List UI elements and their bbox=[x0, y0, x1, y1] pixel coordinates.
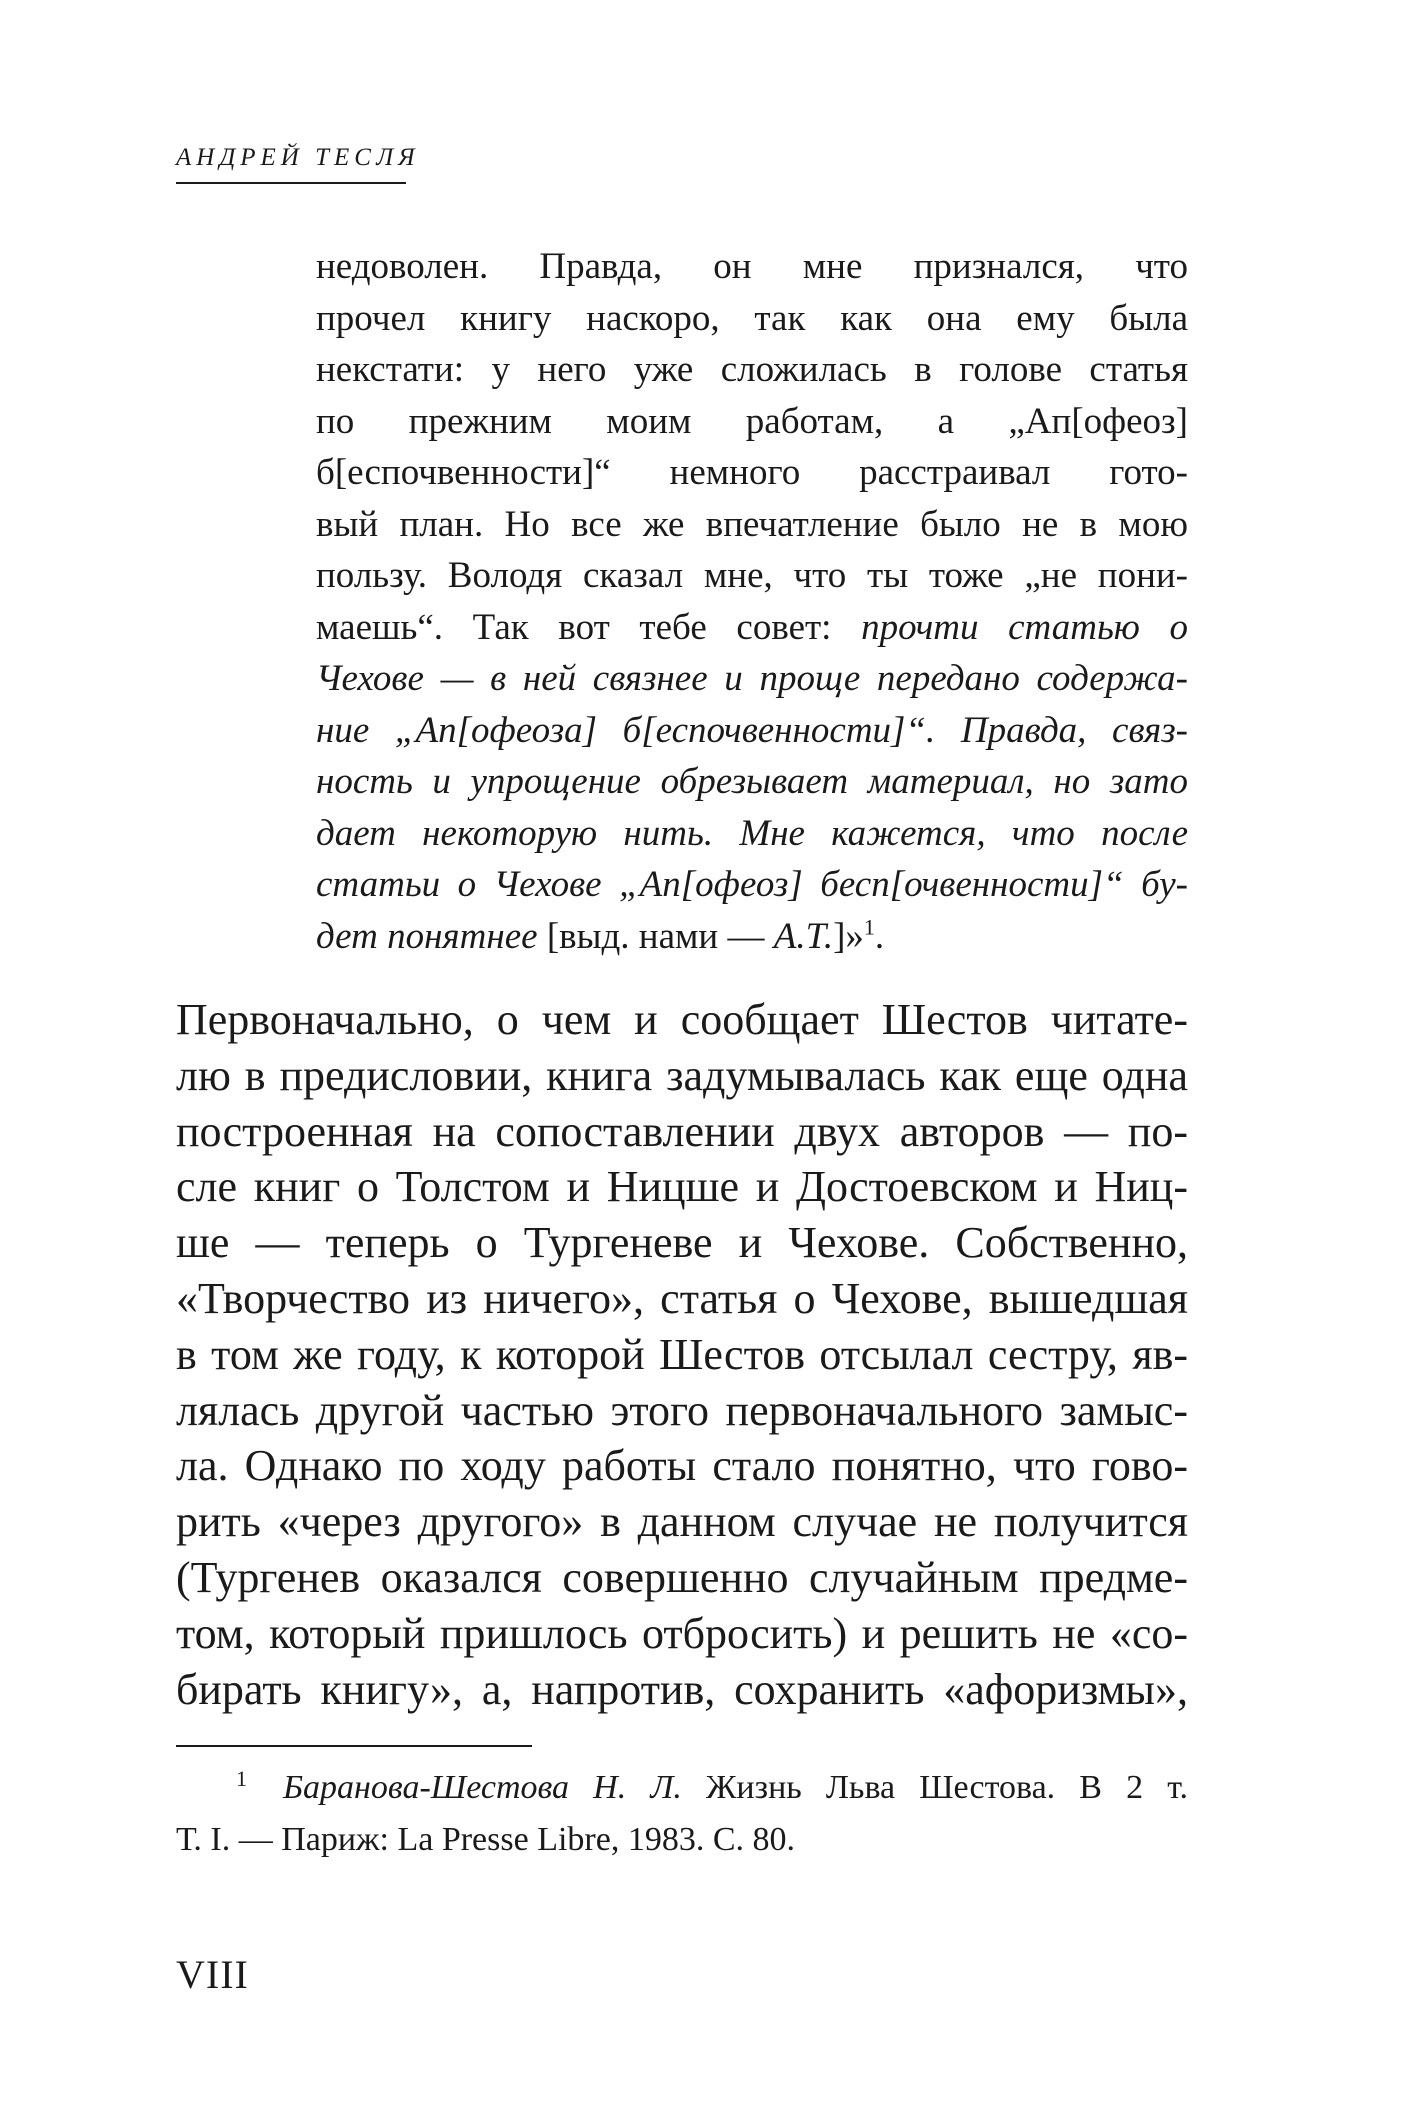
quote-line: пользу. Володя сказал мне, что ты тоже „не пони- bbox=[316, 555, 1188, 596]
body-paragraph bbox=[176, 992, 1188, 1717]
paragraph-line: Первоначально, о чем и сообщает Шестов читате- bbox=[176, 995, 1188, 1044]
quote-text: . bbox=[874, 915, 885, 957]
quote-line: прочел книгу наскоро, так как она ему была bbox=[316, 297, 1188, 339]
quote-line bbox=[316, 602, 1188, 654]
footnote-author: Баранова-Шестова Н. Л. bbox=[283, 1769, 682, 1806]
quote-line-emphasis: статьи о Чехове „Ап[офеоз] бесп[очвенности]“ бу- bbox=[316, 864, 1188, 905]
footnote-line bbox=[176, 1762, 1188, 1814]
paragraph-line: ла. Однако по ходу работы стало понятно, что гово- bbox=[176, 1441, 1188, 1491]
quote-emphasis: прочти статью о bbox=[861, 606, 1188, 648]
quote-text: маешь“. Так вот тебе совет: bbox=[316, 606, 862, 648]
quote-line-emphasis: ние „Ап[офеоза] б[еспочвенности]“. Правда, связ- bbox=[316, 709, 1188, 751]
quote-line bbox=[316, 911, 1188, 963]
footnote-line: Т. I. — Париж: La Presse Libre, 1983. С. 80. bbox=[176, 1821, 796, 1858]
page-number: VIII bbox=[176, 1952, 249, 1997]
quote-line-emphasis: ность и упрощение обрезывает материал, но зато bbox=[316, 761, 1188, 802]
paragraph-line: в том же году, к которой Шестов отсылал сестру, яв- bbox=[176, 1329, 1188, 1379]
paragraph-line: сле книг о Толстом и Ницше и Достоевском и Ниц- bbox=[176, 1162, 1188, 1212]
quote-line: некстати: у него уже сложилась в голове статья bbox=[316, 349, 1188, 390]
quote-line: б[еспочвенности]“ немного расстраивал гото- bbox=[316, 452, 1188, 493]
footnote bbox=[176, 1762, 1188, 1866]
block-quote bbox=[316, 241, 1188, 962]
paragraph-line: (Тургенев оказался совершенно случайным предме- bbox=[176, 1552, 1188, 1602]
paragraph-line: ше — теперь о Тургеневе и Чехове. Собственно, bbox=[176, 1218, 1188, 1268]
paragraph-line: лялась другой частью этого первоначального замыс- bbox=[176, 1385, 1188, 1435]
footnote-number: 1 bbox=[236, 1765, 247, 1791]
quote-line-emphasis: дает некоторую нить. Мне кажется, что после bbox=[316, 812, 1188, 854]
quote-text: [выд. нами — bbox=[537, 915, 774, 957]
footnote-separator bbox=[176, 1745, 532, 1747]
quote-line-emphasis: Чехове — в ней связнее и проще передано содержа- bbox=[316, 658, 1188, 699]
quote-line: по прежним моим работам, а „Ап[офеоз] bbox=[316, 400, 1188, 442]
quote-emphasis: дет понятнее bbox=[316, 915, 538, 957]
paragraph-line: лю в предисловии, книга задумывалась как еще одна bbox=[176, 1050, 1188, 1100]
footnote-reference[interactable]: 1 bbox=[863, 914, 875, 940]
paragraph-line: том, который пришлось отбросить) и решить не «со- bbox=[176, 1608, 1188, 1658]
paragraph-line: построенная на сопоставлении двух авторов — по- bbox=[176, 1106, 1188, 1156]
quote-line: недоволен. Правда, он мне признался, что bbox=[316, 246, 1188, 287]
quote-line: вый план. Но все же впечатление было не в мою bbox=[316, 503, 1188, 545]
paragraph-line: «Творчество из ничего», статья о Чехове, вышедшая bbox=[176, 1273, 1188, 1323]
quote-initials: А.Т. bbox=[773, 915, 834, 957]
paragraph-line: рить «через другого» в данном случае не получится bbox=[176, 1497, 1188, 1547]
footnote-title: Жизнь Льва Шестова. В 2 т. bbox=[681, 1769, 1189, 1806]
quote-text: ]» bbox=[833, 915, 864, 957]
paragraph-line: бирать книгу», а, напротив, сохранить «афоризмы», bbox=[176, 1664, 1188, 1714]
running-head: АНДРЕЙ ТЕСЛЯ bbox=[176, 140, 406, 184]
